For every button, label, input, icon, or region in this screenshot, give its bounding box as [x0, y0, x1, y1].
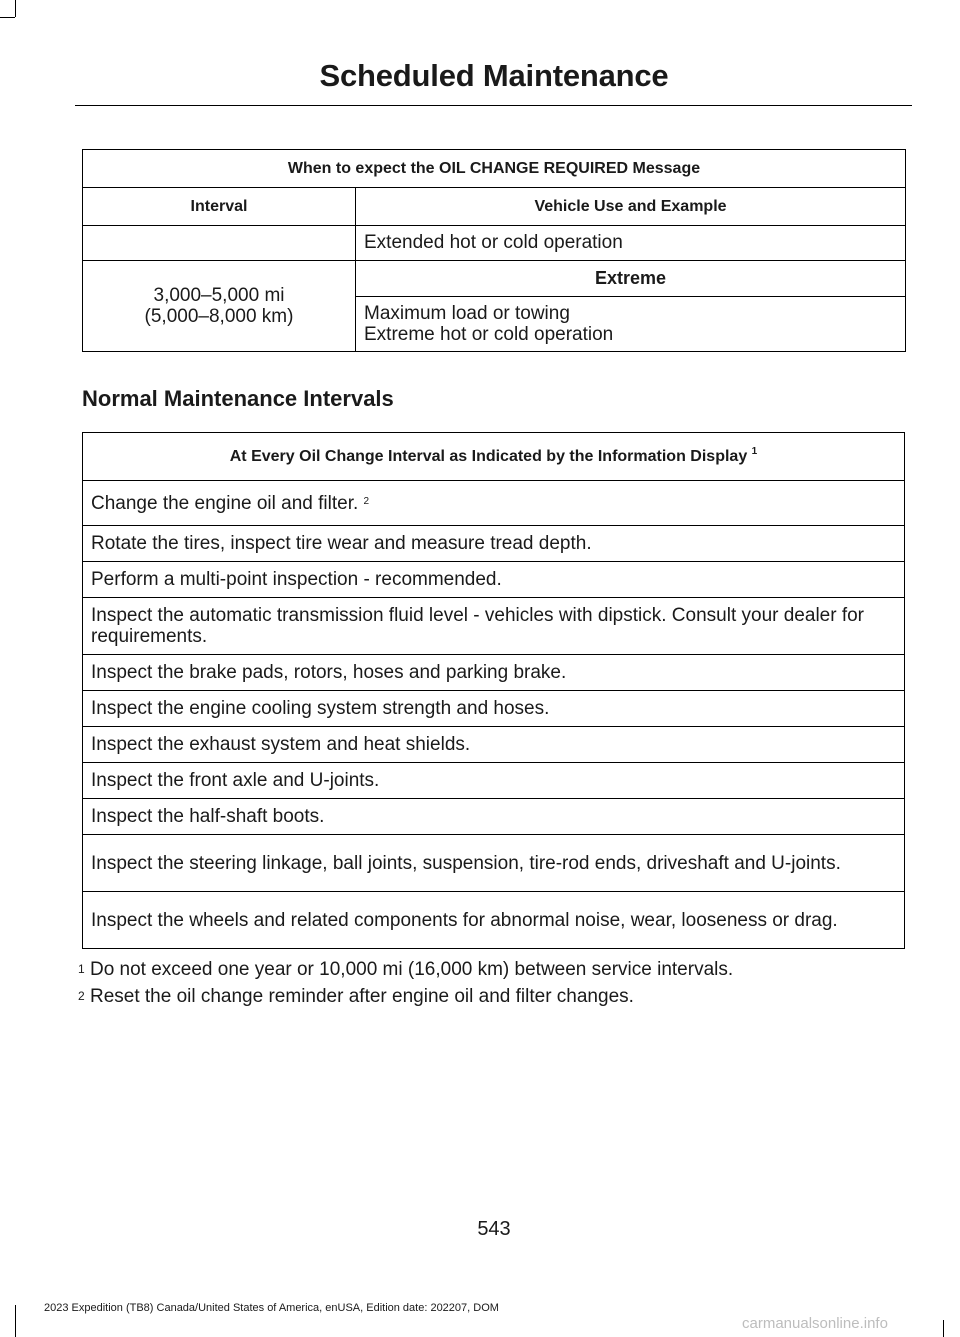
- table-row: Perform a multi-point inspection - recommended.: [83, 562, 905, 598]
- page-number: 543: [477, 1218, 511, 1240]
- table-cell: Extended hot or cold operation: [356, 226, 906, 261]
- table-row: Inspect the half-shaft boots.: [83, 799, 905, 835]
- extreme-label: Extreme: [356, 261, 906, 297]
- footnote: [78, 983, 733, 1010]
- extreme-use-line: Extreme hot or cold operation: [364, 324, 614, 345]
- extreme-use-line: Maximum load or towing: [364, 303, 570, 324]
- footnote-mark: 2: [78, 989, 85, 1003]
- table-row: Inspect the engine cooling system strength and hoses.: [83, 691, 905, 727]
- interval-km: (5,000–8,000 km): [144, 306, 294, 327]
- crop-mark-bottom-right: [943, 1320, 944, 1337]
- footnote-text: Do not exceed one year or 10,000 mi (16,000 km) between service intervals.: [89, 959, 734, 980]
- crop-mark-top-left: [15, 0, 16, 17]
- table-row: Inspect the automatic transmission fluid level - vehicles with dipstick. Consult your dealer for requirements.: [83, 598, 905, 655]
- watermark: carmanualsonline.info: [742, 1315, 888, 1332]
- footnote-marker: 1: [751, 445, 758, 457]
- footnote: [78, 956, 733, 983]
- interval-miles: 3,000–5,000 mi: [153, 285, 285, 306]
- oil-table-title: When to expect the OIL CHANGE REQUIRED Message: [83, 150, 906, 188]
- maintenance-header-text: At Every Oil Change Interval as Indicated by the Information Display: [229, 447, 748, 465]
- extreme-use-cell: [356, 297, 906, 352]
- extreme-interval-cell: [83, 261, 356, 352]
- table-row: [83, 481, 905, 526]
- maintenance-intervals-table: [82, 432, 905, 949]
- table-row: Rotate the tires, inspect tire wear and measure tread depth.: [83, 526, 905, 562]
- crop-mark-top-left-h: [0, 17, 15, 18]
- maintenance-table-header: [83, 433, 905, 481]
- footnote-text: Reset the oil change reminder after engine oil and filter changes.: [89, 986, 634, 1007]
- footnote-mark: 1: [78, 962, 85, 976]
- table-row: Inspect the exhaust system and heat shields.: [83, 727, 905, 763]
- table-row: Inspect the wheels and related components for abnormal noise, wear, looseness or drag.: [83, 892, 905, 949]
- page-title: Scheduled Maintenance: [319, 58, 669, 93]
- maintenance-item-text: Change the engine oil and filter.: [91, 492, 359, 514]
- footnotes: [78, 956, 733, 1010]
- edition-footer: 2023 Expedition (TB8) Canada/United States of America, enUSA, Edition date: 202207, DOM: [44, 1302, 499, 1314]
- vehicle-use-column-header: Vehicle Use and Example: [356, 188, 906, 226]
- title-divider: [75, 105, 912, 106]
- table-row: Inspect the front axle and U-joints.: [83, 763, 905, 799]
- blank-interval-cell: [83, 226, 356, 261]
- interval-column-header: Interval: [83, 188, 356, 226]
- footnote-marker: 2: [363, 495, 370, 507]
- section-heading: Normal Maintenance Intervals: [82, 386, 394, 411]
- table-row: Inspect the steering linkage, ball joints, suspension, tire-rod ends, driveshaft and U-joints.: [83, 835, 905, 892]
- table-row: Inspect the brake pads, rotors, hoses and parking brake.: [83, 655, 905, 691]
- oil-change-message-table: [82, 149, 906, 352]
- crop-mark-bottom-left: [15, 1305, 16, 1337]
